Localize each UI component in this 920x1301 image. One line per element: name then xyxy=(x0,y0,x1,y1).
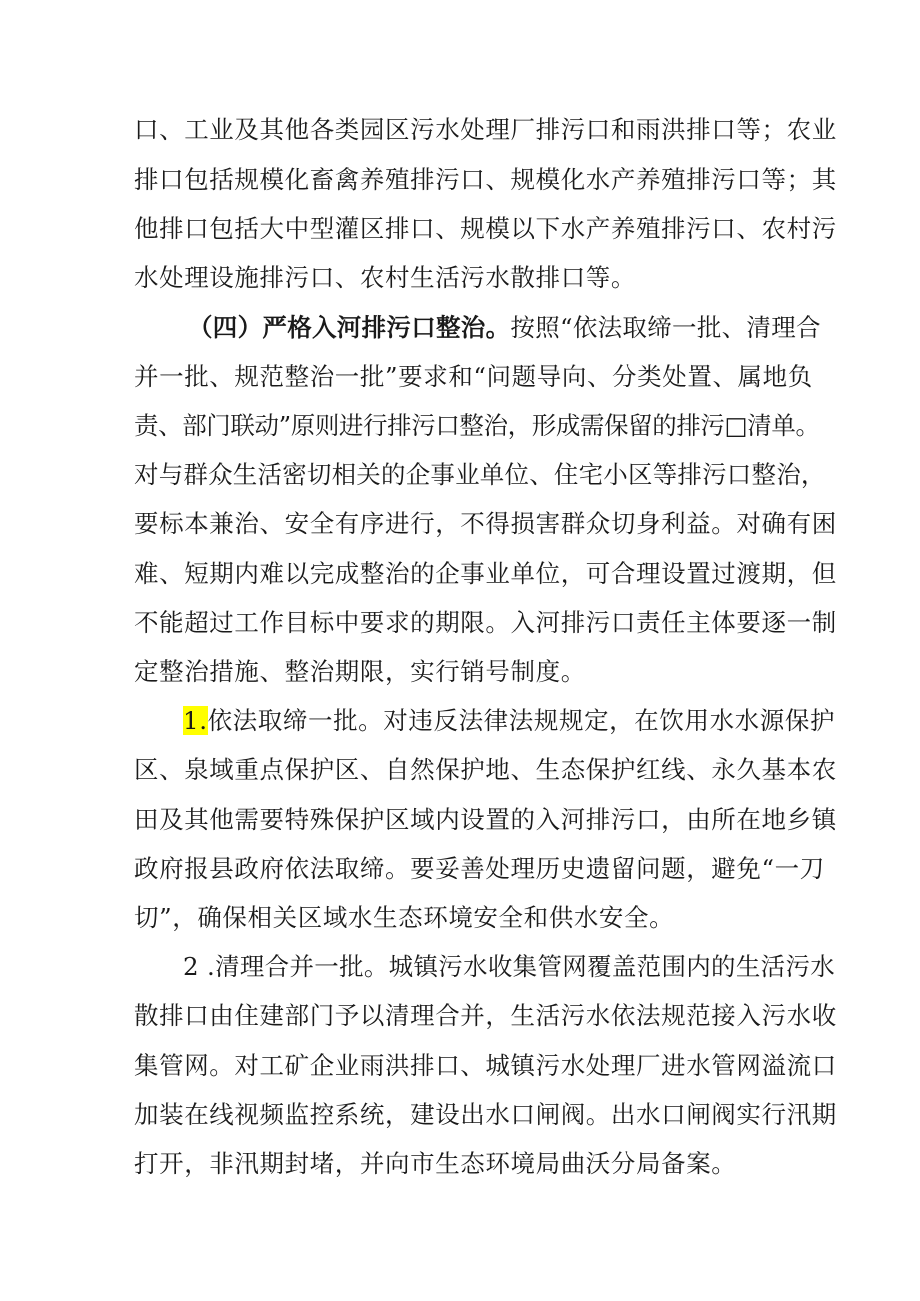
paragraph-line: 对与群众生活密切相关的企事业单位、住宅小区等排污口整治， xyxy=(134,460,826,489)
paragraph-line: 他排口包括大中型灌区排口、规模以下水产养殖排污口、农村污 xyxy=(134,214,837,243)
item-number-highlight: 1. xyxy=(183,706,208,735)
paragraph-line: 要标本兼治、安全有序进行，不得损害群众切身利益。对确有困 xyxy=(134,509,837,538)
paragraph-line: 散排口由住建部门予以清理合并，生活污水依法规范接入污水收 xyxy=(134,1001,837,1030)
paragraph-line: 加装在线视频监控系统，建设出水口闸阀。出水口闸阀实行汛期 xyxy=(134,1100,837,1129)
paragraph-line: 区、泉域重点保护区、自然保护地、生态保护红线、永久基本农 xyxy=(134,755,837,784)
paragraph-line: 责、部门联动”原则进行排污口整治，形成需保留的排污□清单。 xyxy=(134,411,820,440)
section-heading-text: 按照“依法取缔一批、清理合 xyxy=(510,313,821,342)
item-text: 依法取缔一批。对违反法律法规规定，在饮用水水源保护 xyxy=(207,706,836,735)
paragraph-line: 政府报县政府依法取缔。要妥善处理历史遗留问题，避免“一刀 xyxy=(134,854,825,883)
paragraph-line: 定整治措施、整治期限，实行销号制度。 xyxy=(134,657,586,686)
section-heading: （四）严格入河排污口整治。 xyxy=(188,313,511,342)
section-heading-line xyxy=(188,305,821,351)
paragraph-line: 不能超过工作目标中要求的期限。入河排污口责任主体要逐一制 xyxy=(134,608,837,637)
paragraph-line: 排口包括规模化畜禽养殖排污口、规模化水产养殖排污口等；其 xyxy=(134,165,837,194)
paragraph-line: 难、短期内难以完成整治的企事业单位，可合理设置过渡期，但 xyxy=(134,559,837,588)
paragraph-line: 水处理设施排污口、农村生活污水散排口等。 xyxy=(134,263,636,292)
item-heading-line xyxy=(183,698,835,744)
paragraph-line: 集管网。对工矿企业雨洪排口、城镇污水处理厂进水管网溢流口 xyxy=(134,1051,837,1080)
paragraph-line: 口、工业及其他各类园区污水处理厂排污口和雨洪排口等；农业 xyxy=(134,115,837,144)
paragraph-line: 打开，非汛期封堵，并向市生态环境局曲沃分局备案。 xyxy=(134,1149,737,1178)
paragraph-line: 并一批、规范整治一批”要求和“问题导向、分类处置、属地负 xyxy=(134,362,813,391)
paragraph-line: 田及其他需要特殊保护区域内设置的入河排污口，由所在地乡镇 xyxy=(134,805,837,834)
paragraph-line: 切”，确保相关区域水生态环境安全和供水安全。 xyxy=(134,903,675,932)
item-heading-line: 2 .清理合并一批。城镇污水收集管网覆盖范围内的生活污水 xyxy=(183,952,836,981)
